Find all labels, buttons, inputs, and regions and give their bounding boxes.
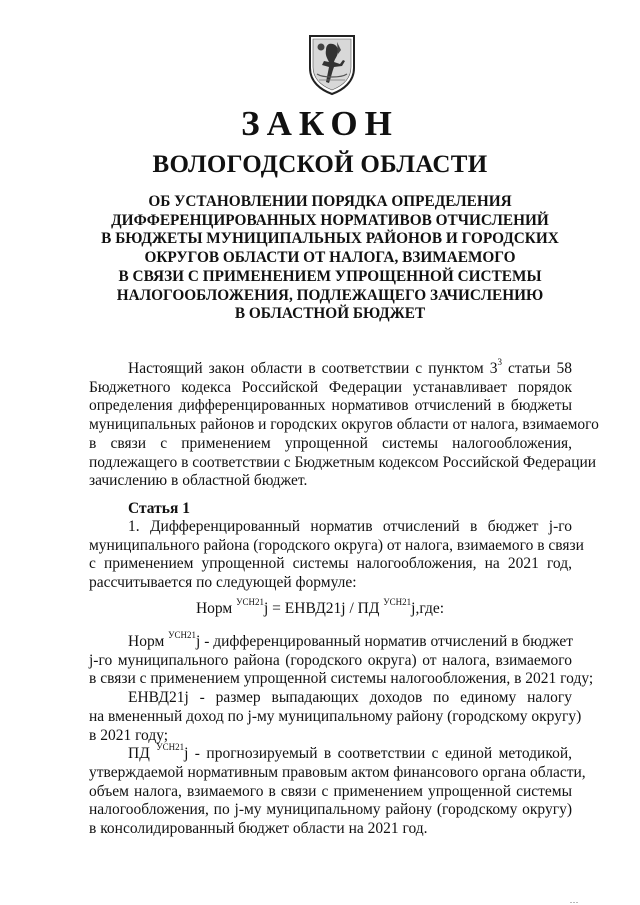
article-line: муниципального района (городского округа) от налога, взимаемого в связи (89, 536, 584, 554)
page-mark: ... (570, 896, 579, 905)
superscript: УСН21 (236, 596, 264, 607)
superscript: УСН21 (168, 629, 197, 640)
definition-line: в связи с применением упрощенной системы налогообложения, в 2021 году; (89, 670, 594, 688)
definition-line: Норм $^{УСН21}$j - дифференцированный норматив отчислений в бюджет (128, 629, 574, 650)
definition-line: ПД $^{УСН21}$j - прогнозируемый в соответствии с единой методикой, (128, 742, 572, 763)
article-line: 1. Дифференцированный норматив отчислений в бюджет j-го (128, 518, 572, 535)
formula: Норм $^{УСН21}$j = ЕНВД21j / ПД $^{УСН21}$j,где: (195, 596, 445, 617)
superscript: 3 (497, 356, 502, 367)
title-line: В ОБЛАСТНОЙ БЮДЖЕТ (234, 305, 426, 323)
intro-line: зачислению в областной бюджет. (89, 472, 308, 490)
title-line: ОБ УСТАНОВЛЕНИИ ПОРЯДКА ОПРЕДЕЛЕНИЯ (148, 193, 512, 210)
article-line: рассчитывается по следующей формуле: (89, 574, 357, 592)
title-line: ОКРУГОВ ОБЛАСТИ ОТ НАЛОГА, ВЗИМАЕМОГО (144, 249, 516, 267)
definitions (89, 629, 594, 839)
definition-line: j-го муниципального района (городского округа) от налога, взимаемого (89, 651, 572, 669)
definition-line: утверждаемой нормативным правовым актом финансового органа области, (89, 763, 586, 781)
title-line: ДИФФЕРЕНЦИРОВАННЫХ НОРМАТИВОВ ОТЧИСЛЕНИЙ (111, 211, 549, 229)
intro-line: муниципальных районов и городских округов области от налога, взимаемого (89, 416, 599, 434)
intro-paragraph (89, 356, 599, 491)
definition-line: на вмененный доход по j-му муниципальному району (городскому округу) (89, 707, 582, 725)
title-line: НАЛОГООБЛОЖЕНИЯ, ПОДЛЕЖАЩЕГО ЗАЧИСЛЕНИЮ (116, 286, 544, 304)
intro-line: подлежащего в соответствии с Бюджетным кодексом Российской Федерации (89, 453, 597, 471)
intro-line: определения дифференцированных нормативов отчислений в бюджеты (89, 397, 572, 415)
definition-line: ЕНВД21j - размер выпадающих доходов по единому налогу (128, 689, 572, 707)
intro-line: Бюджетного кодекса Российской Федерации устанавливает порядок (89, 378, 572, 396)
superscript: УСН21 (383, 596, 412, 607)
intro-line: Настоящий закон области в соответствии с пунктом $3^3$ статьи 58 (128, 356, 573, 377)
definition-line: объем налога, взимаемого в связи с применением упрощенной системы (89, 782, 572, 800)
intro-line: в связи с применением упрощенной системы налогообложения, (89, 434, 572, 452)
article-heading: Статья 1 (128, 500, 190, 517)
definition-line: в консолидированный бюджет области на 2021 год. (89, 820, 428, 838)
article-1-paragraph (89, 518, 584, 593)
coat-of-arms-emblem (307, 34, 357, 96)
definition-line: налогообложения, по j-му муниципальному району (городскому округу) (89, 801, 572, 819)
superscript: УСН21 (156, 742, 185, 753)
law-title (90, 193, 570, 324)
article-line: с применением упрощенной системы налогообложения, на 2021 год, (89, 555, 572, 573)
region-heading: ВОЛОГОДСКОЙ ОБЛАСТИ (152, 151, 488, 178)
title-line: В СВЯЗИ С ПРИМЕНЕНИЕМ УПРОЩЕННОЙ СИСТЕМЫ (118, 267, 542, 285)
definition-line: в 2021 году; (89, 726, 169, 744)
title-line: В БЮДЖЕТЫ МУНИЦИПАЛЬНЫХ РАЙОНОВ И ГОРОДСКИХ (101, 230, 559, 248)
law-heading: ЗАКОН (241, 104, 399, 143)
